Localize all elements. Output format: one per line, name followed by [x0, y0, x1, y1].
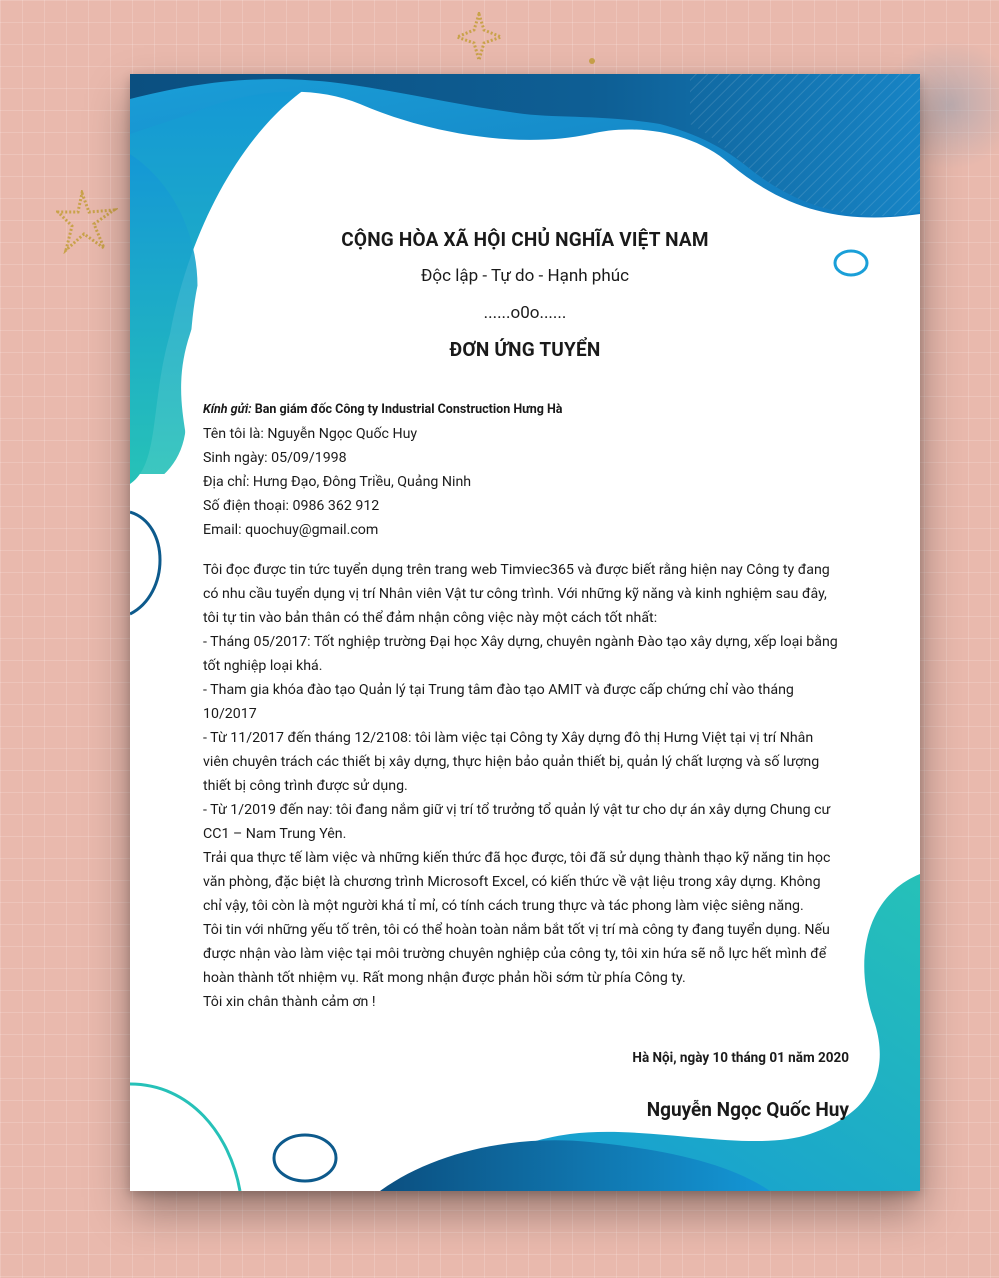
separator: ......o0o...... [483, 303, 567, 323]
recipient-line [203, 398, 563, 422]
body-line: văn phòng, đặc biệt là chương trình Microsoft Excel, có kiến thức về vật liệu trong xây dựng. Không [203, 874, 821, 890]
motto: Độc lập - Tự do - Hạnh phúc [421, 266, 629, 286]
body-line: CC1 – Nam Trung Yên. [203, 826, 347, 842]
body-line: được nhận vào làm việc tại môi trường chuyên nghiệp của công ty, tôi xin hứa sẽ nỗ lực hết mình để [203, 946, 827, 962]
date-line: Hà Nội, ngày 10 tháng 01 năm 2020 [632, 1050, 849, 1066]
info-line: Email: quochuy@gmail.com [203, 522, 379, 538]
info-line: Tên tôi là: Nguyễn Ngọc Quốc Huy [203, 426, 418, 442]
body-line: chỉ vậy, tôi còn là một người khá tỉ mỉ, có tính cách trung thực và tác phong làm việc siêng năng. [203, 898, 804, 914]
body-line: Tôi xin chân thành cảm ơn ! [203, 994, 376, 1010]
body-line: tôi tự tin vào bản thân có thể đảm nhận công việc này một cách tốt nhất: [203, 610, 658, 626]
body-line: Trải qua thực tế làm việc và những kiến thức đã học được, tôi đã sử dụng thành thạo kỹ năng tin học [203, 850, 831, 866]
country-heading: CỘNG HÒA XÃ HỘI CHỦ NGHĨA VIỆT NAM [341, 228, 709, 251]
sparkle-icon [56, 190, 118, 254]
signature: Nguyễn Ngọc Quốc Huy [646, 1098, 849, 1121]
sparkle-icon [455, 12, 503, 62]
info-line: Số điện thoại: 0986 362 912 [203, 498, 380, 514]
body-line: có nhu cầu tuyển dụng vị trí Nhân viên Vật tư công trình. Với những kỹ năng và kinh nghiệm sau đây, [203, 586, 827, 602]
letter-title: ĐƠN ỨNG TUYỂN [449, 338, 601, 361]
body-line: 10/2017 [203, 706, 257, 722]
body-line: viên chuyên trách các thiết bị xây dựng, thực hiện bảo quản thiết bị, quản lý chất lượng và số lượng [203, 754, 820, 770]
body-line: hoàn thành tốt nhiệm vụ. Rất mong nhận được phản hồi sớm từ phía Công ty. [203, 970, 686, 986]
body-line: Tôi tin với những yếu tố trên, tôi có thể hoàn toàn nắm bắt tốt vị trí mà công ty đang tuyển dụng. Nếu [203, 922, 830, 938]
body-line: - Từ 1/2019 đến nay: tôi đang nắm giữ vị trí tổ trưởng tổ quản lý vật tư cho dự án xây dựng Chung cư [203, 802, 831, 818]
body-line: Tôi đọc được tin tức tuyển dụng trên trang web Timviec365 và được biết rằng hiện nay Công ty đang [203, 562, 830, 578]
sparkle-icon [586, 55, 598, 67]
info-line: Sinh ngày: 05/09/1998 [203, 450, 347, 466]
recipient-label: Kính gửi: [203, 402, 252, 417]
recipient: Ban giám đốc Công ty Industrial Construction Hưng Hà [254, 402, 563, 417]
body-line: - Tháng 05/2017: Tốt nghiệp trường Đại học Xây dựng, chuyên ngành Đào tạo xây dựng, xếp loại bằng [203, 634, 838, 650]
body-line: - Tham gia khóa đào tạo Quản lý tại Trung tâm đào tạo AMIT và được cấp chứng chỉ vào tháng [203, 682, 794, 698]
letter-page [130, 74, 920, 1191]
body-line: thiết bị công trình được sử dụng. [203, 778, 408, 794]
info-line: Địa chỉ: Hưng Đạo, Đông Triều, Quảng Ninh [203, 474, 472, 490]
body-line: - Từ 11/2017 đến tháng 12/2108: tôi làm việc tại Công ty Xây dựng đô thị Hưng Việt tại vị trí Nhân [203, 730, 814, 746]
body-line: tốt nghiệp loại khá. [203, 658, 323, 674]
